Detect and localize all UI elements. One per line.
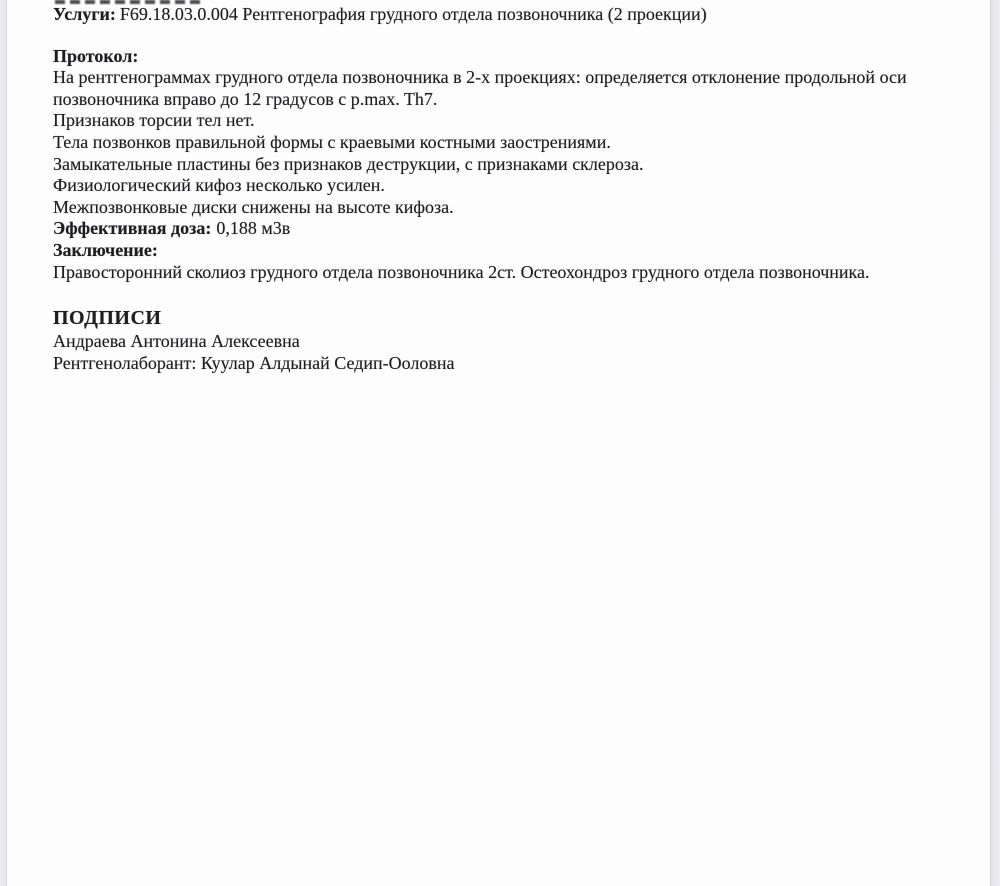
dose-value: 0,188 м3в — [216, 218, 291, 239]
report-page — [6, 0, 991, 886]
protocol-section — [53, 46, 966, 219]
conclusion-heading: Заключение: — [53, 239, 158, 260]
conclusion-text: Правосторонний сколиоз грудного отдела позвоночника 2ст. Остеохондроз грудного отдела позвоночника. — [53, 261, 870, 282]
services-value: F69.18.03.0.004 Рентгенография грудного отдела позвоночника (2 проекции) — [119, 4, 707, 24]
services-label: Услуги: — [53, 4, 116, 24]
clipped-text-fragment — [55, 0, 205, 4]
protocol-line: позвоночника вправо до 12 градусов с p.max. Th7. — [53, 88, 438, 109]
protocol-line: На рентгенограммах грудного отдела позвоночника в 2-х проекциях: определяется отклонение продольной оси — [53, 67, 907, 88]
page-right-gutter — [991, 0, 1000, 886]
services-line — [53, 4, 966, 26]
signatures-heading: ПОДПИСИ — [53, 307, 162, 330]
report-content — [53, 0, 966, 374]
signature-line: Андраева Антонина Алексеевна — [53, 331, 300, 352]
signatures-section — [53, 306, 966, 374]
effective-dose-line — [53, 218, 966, 240]
protocol-line: Физиологический кифоз несколько усилен. — [53, 175, 385, 196]
dose-label: Эффективная доза: — [53, 218, 212, 239]
protocol-line: Межпозвонковые диски снижены на высоте кифоза. — [53, 196, 454, 217]
protocol-heading: Протокол: — [53, 45, 139, 66]
protocol-line: Признаков торсии тел нет. — [53, 110, 255, 131]
protocol-line: Тела позвонков правильной формы с краевыми костными заострениями. — [53, 131, 611, 152]
signature-line: Рентгенолаборант: Куулар Алдынай Седип-Ооловна — [53, 352, 455, 373]
protocol-line: Замыкательные пластины без признаков деструкции, с признаками склероза. — [53, 153, 644, 174]
